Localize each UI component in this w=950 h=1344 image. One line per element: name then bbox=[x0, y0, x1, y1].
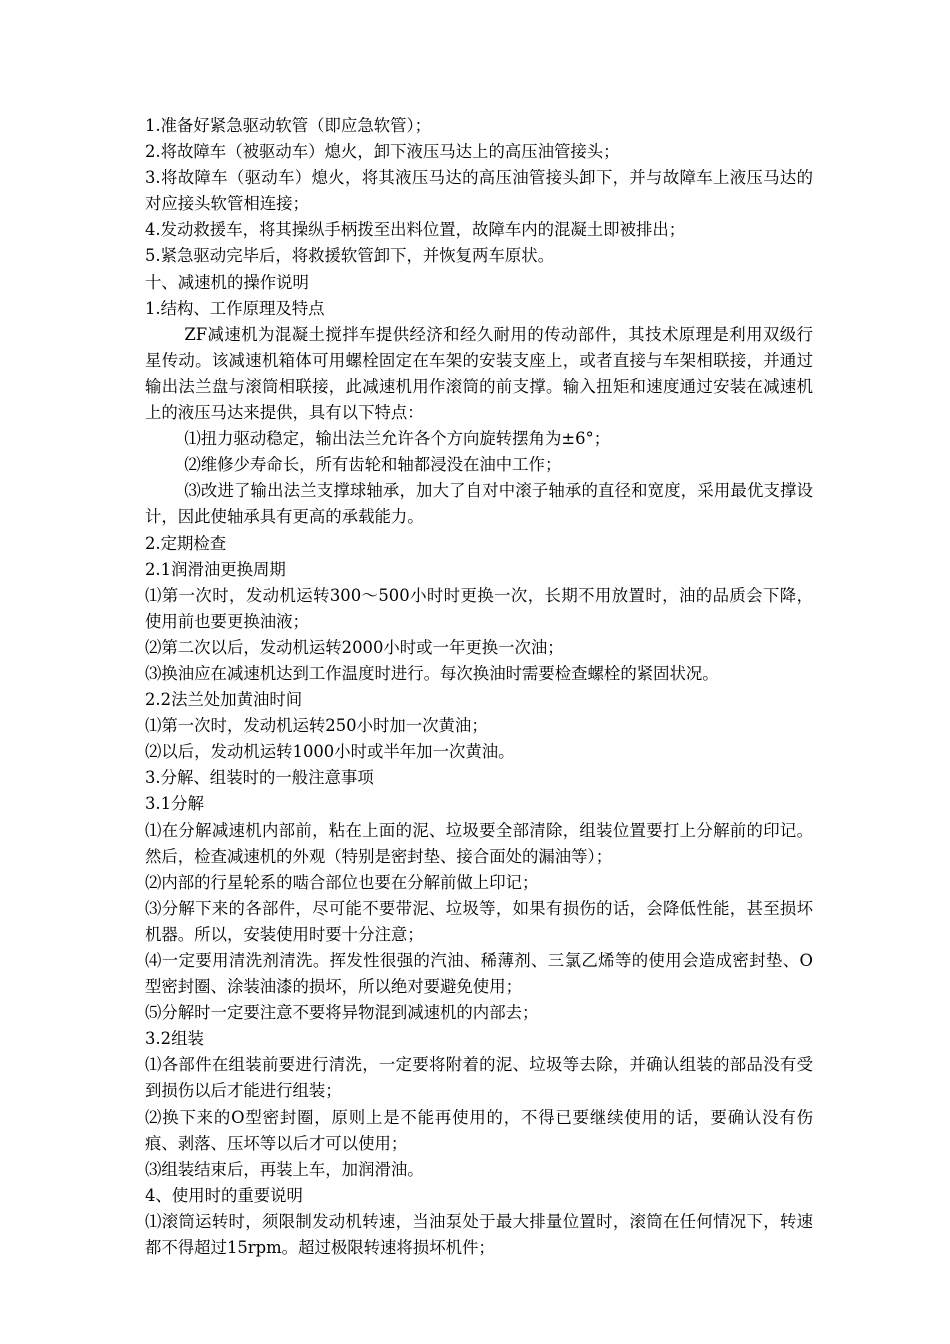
step-3: 3.将故障车（驱动车）熄火，将其液压马达的高压油管接头卸下，并与故障车上液压马达的对应接头软管相连接； bbox=[145, 168, 813, 214]
list-item: ⑶换油应在减速机达到工作温度时进行。每次换油时需要检查螺栓的紧固状况。 bbox=[145, 663, 719, 683]
subsection-heading: 2.1润滑油更换周期 bbox=[145, 559, 286, 579]
step-2: 2.将故障车（被驱动车）熄火，卸下液压马达上的高压油管接头； bbox=[145, 142, 620, 162]
list-item: ⑴第一次时，发动机运转250小时加一次黄油； bbox=[145, 716, 488, 736]
list-item: ⑴第一次时，发动机运转300～500小时时更换一次，长期不用放置时，油的品质会下降，使用前也要更换油液； bbox=[145, 585, 813, 631]
list-item: ⑷一定要用清洗剂清洗。挥发性很强的汽油、稀薄剂、三氯乙烯等的使用会造成密封垫、O型密封圈、涂装油漆的损坏，所以绝对要避免使用； bbox=[145, 951, 813, 997]
feature-item: ⑴扭力驱动稳定，输出法兰允许各个方向旋转摆角为±6°； bbox=[184, 429, 611, 449]
list-item: ⑴在分解减速机内部前，粘在上面的泥、垃圾要全部清除，组装位置要打上分解前的印记。然后，检查减速机的外观（特别是密封垫、接合面处的漏油等）； bbox=[145, 820, 813, 866]
list-item: ⑵以后，发动机运转1000小时或半年加一次黄油。 bbox=[145, 742, 515, 762]
list-item: ⑵内部的行星轮系的啮合部位也要在分解前做上印记； bbox=[145, 872, 539, 892]
subsection-heading: 4、使用时的重要说明 bbox=[145, 1185, 303, 1205]
document-body bbox=[145, 113, 813, 1261]
feature-item: ⑵维修少寿命长，所有齿轮和轴都浸没在油中工作； bbox=[184, 455, 562, 475]
list-item: ⑵第二次以后，发动机运转2000小时或一年更换一次油； bbox=[145, 637, 564, 657]
subsection-heading: 1.结构、工作原理及特点 bbox=[145, 298, 325, 318]
step-4: 4.发动救援车，将其操纵手柄拨至出料位置，故障车内的混凝土即被排出； bbox=[145, 220, 686, 240]
list-item: ⑵换下来的O型密封圈，原则上是不能再使用的，不得已要继续使用的话，要确认没有伤痕、剥落、压坏等以后才可以使用； bbox=[145, 1107, 813, 1153]
step-5: 5.紧急驱动完毕后，将救援软管卸下，并恢复两车原状。 bbox=[145, 246, 555, 266]
list-item: ⑴滚筒运转时，须限制发动机转速，当油泵处于最大排量位置时，滚筒在任何情况下，转速都不得超过15rpm。超过极限转速将损坏机件； bbox=[145, 1211, 813, 1258]
subsection-heading: 2.2法兰处加黄油时间 bbox=[145, 690, 303, 710]
list-item: ⑴各部件在组装前要进行清洗，一定要将附着的泥、垃圾等去除，并确认组装的部品没有受到损伤以后才能进行组装； bbox=[145, 1055, 813, 1101]
feature-item: ⑶改进了输出法兰支撑球轴承，加大了自对中滚子轴承的直径和宽度，采用最优支撑设计，因此使轴承具有更高的承载能力。 bbox=[145, 481, 813, 527]
list-item: ⑶分解下来的各部件，尽可能不要带泥、垃圾等，如果有损伤的话，会降低性能，甚至损坏机器。所以，安装使用时要十分注意； bbox=[145, 898, 813, 944]
subsection-heading: 3.2组装 bbox=[145, 1029, 204, 1049]
section-heading: 十、减速机的操作说明 bbox=[145, 272, 309, 292]
body-paragraph: ZF减速机为混凝土搅拌车提供经济和经久耐用的传动部件，其技术原理是利用双级行星传动。该减速机箱体可用螺栓固定在车架的安装支座上，或者直接与车架相联接，并通过输出法兰盘与滚筒相联接，此减速机用作滚筒的前支撑。输入扭矩和速度通过安装在减速机上的液压马达来提供，具有以下特点： bbox=[145, 324, 813, 423]
list-item: ⑶组装结束后，再装上车，加润滑油。 bbox=[145, 1159, 424, 1179]
list-item: ⑸分解时一定要注意不要将异物混到减速机的内部去； bbox=[145, 1003, 539, 1023]
subsection-heading: 3.分解、组装时的一般注意事项 bbox=[145, 768, 374, 788]
subsection-heading: 2.定期检查 bbox=[145, 533, 227, 553]
subsection-heading: 3.1分解 bbox=[145, 794, 204, 814]
step-1: 1.准备好紧急驱动软管（即应急软管）； bbox=[145, 116, 432, 135]
